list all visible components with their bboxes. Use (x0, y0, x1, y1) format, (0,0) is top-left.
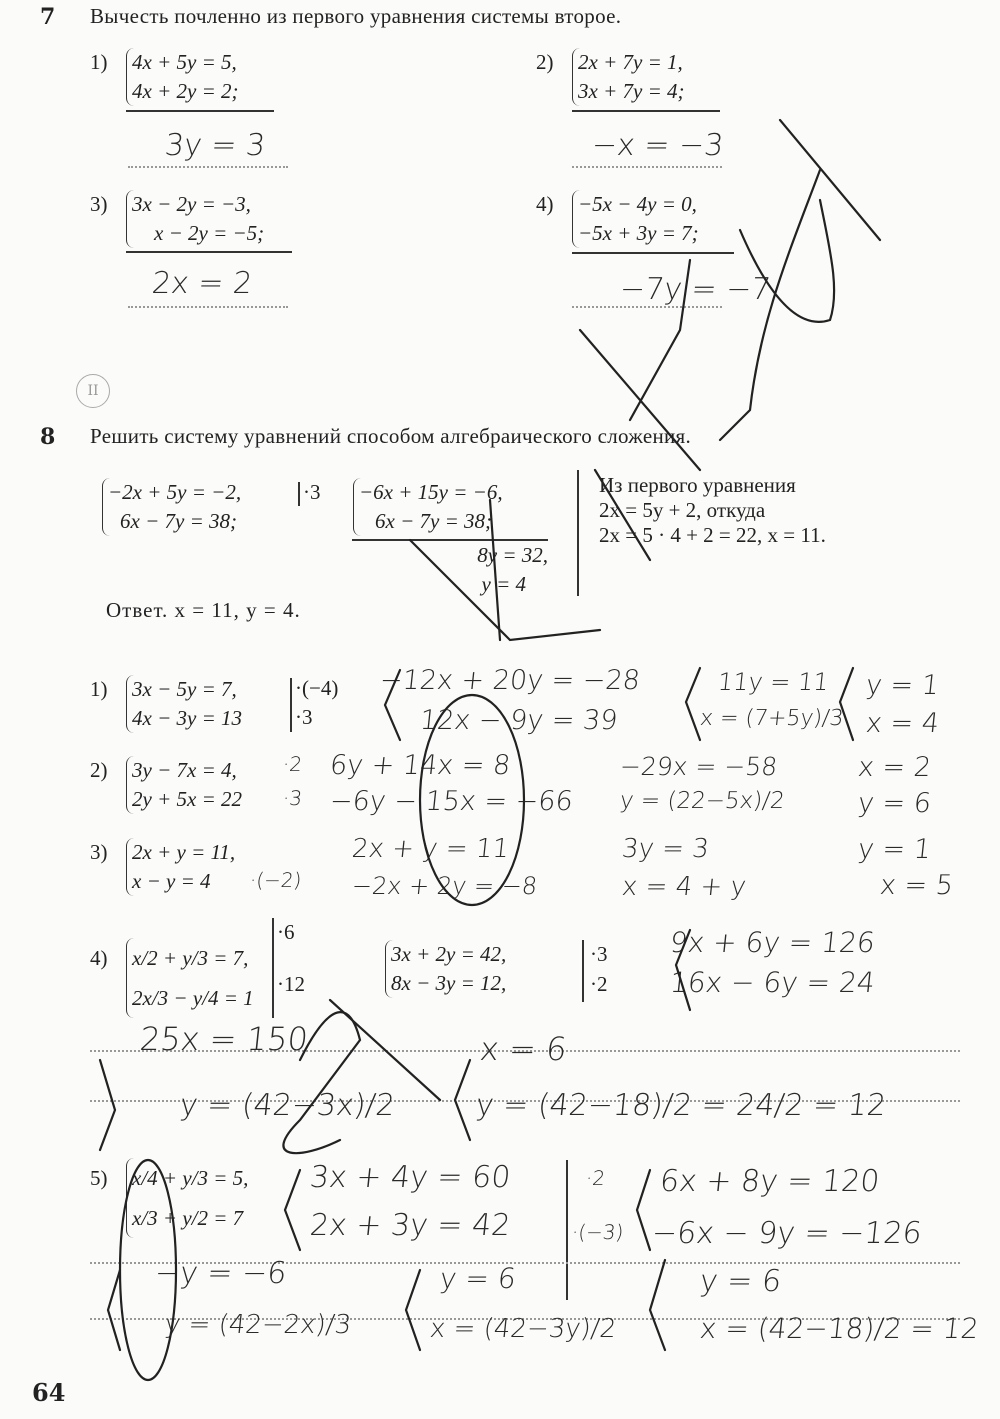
exercise-2 (90, 756, 242, 814)
task-number: 7 (40, 4, 56, 30)
equation: 2x + 7y = 1, (578, 50, 683, 74)
handwritten-mult: ·2 (584, 1166, 607, 1190)
system-3 (90, 190, 265, 248)
equation: −6x + 15y = −6, (359, 480, 503, 504)
handwritten-step: 9x + 6y = 126 (668, 926, 877, 959)
handwritten-step: 3x + 4y = 60 (308, 1160, 513, 1195)
handwritten-step: x = 4 + y (620, 872, 748, 902)
handwritten-step: x = 6 (478, 1030, 569, 1068)
example-note (599, 473, 826, 548)
equation: 3y − 7x = 4, (132, 758, 237, 782)
handwritten-step: y = 6 (698, 1264, 783, 1299)
handwritten-answer: 2x = 2 (150, 266, 254, 301)
multiplier: ·3 (295, 705, 313, 729)
handwritten-step: y = (42−3x)/2 (178, 1088, 397, 1123)
divider (126, 251, 292, 253)
item-label: 3) (90, 192, 108, 216)
handwritten-step: x = 2 (856, 752, 933, 783)
handwritten-step: y = (22−5x)/2 (618, 788, 786, 814)
handwritten-step: x = (7+5y)/3 (698, 706, 845, 731)
item-label: 1) (90, 677, 108, 701)
handwritten-step: 6x + 8y = 120 (658, 1164, 882, 1199)
handwritten-step: 12x − 9y = 39 (418, 705, 620, 736)
handwritten-mult: ·(−2) (248, 868, 303, 892)
scribble-stroke (580, 330, 700, 470)
handwritten-step: 25x = 150 (138, 1020, 310, 1058)
equation: 8y = 32, (477, 543, 548, 567)
item-label: 2) (536, 50, 554, 74)
answer-line (572, 166, 722, 168)
equation: −5x − 4y = 0, (578, 192, 697, 216)
answer-line (572, 306, 722, 308)
system-1 (90, 48, 239, 106)
answer-line (128, 306, 288, 308)
separator (577, 470, 579, 596)
example-system-1 (102, 478, 241, 536)
equation: 4x − 3y = 13 (132, 706, 242, 730)
level-badge: II (76, 374, 110, 408)
item-label: 5) (90, 1166, 108, 1190)
multiplier: ·2 (590, 972, 608, 996)
system-2 (536, 48, 685, 106)
multiplier-bar (582, 940, 584, 1002)
handwritten-step: −2x + 2y = −8 (350, 872, 539, 900)
equation: 2x + y = 11, (132, 840, 236, 864)
example-answer: Ответ. x = 11, y = 4. (106, 598, 301, 622)
handwritten-step: 6y + 14x = 8 (328, 750, 512, 781)
system-4 (536, 190, 699, 248)
equation: −2x + 5y = −2, (108, 480, 242, 504)
handwritten-step: −29x = −58 (618, 752, 779, 781)
page-number: 64 (32, 1378, 66, 1407)
multiplier-bar (298, 482, 300, 506)
item-label: 3) (90, 840, 108, 864)
handwritten-brace (108, 1270, 120, 1350)
note-line: 2x = 5 · 4 + 2 = 22, x = 11. (599, 523, 826, 547)
divider (126, 110, 274, 112)
equation: 3x − 2y = −3, (132, 192, 251, 216)
equation: 4x + 5y = 5, (132, 50, 237, 74)
equation: 2y + 5x = 22 (132, 787, 242, 811)
handwritten-mult: ·(−3) (570, 1220, 625, 1244)
multiplier: ·6 (277, 920, 295, 944)
equation: 6x − 7y = 38; (120, 509, 237, 533)
example-system-2 (353, 478, 503, 536)
equation: 6x − 7y = 38; (375, 509, 492, 533)
equation: x/4 + y/3 = 5, (132, 1166, 249, 1190)
multiplier: ·(−4) (295, 676, 339, 700)
handwritten-step: −6x − 9y = −126 (650, 1216, 924, 1251)
task-number: 8 (40, 424, 56, 450)
handwritten-step: 3y = 3 (620, 834, 711, 864)
handwritten-step: y = 1 (864, 670, 941, 701)
handwritten-answer: −7y = −7 (618, 272, 773, 307)
note-line: 2x = 5y + 2, откуда (599, 498, 766, 522)
handwritten-step: y = (42−2x)/3 (163, 1310, 353, 1340)
handwritten-step: x = 4 (864, 708, 941, 739)
multiplier-bar (290, 678, 292, 732)
handwritten-step: x = (42−3y)/2 (428, 1314, 618, 1344)
equation: −5x + 3y = 7; (578, 221, 699, 245)
equation: x − 2y = −5; (154, 221, 265, 245)
item-label: 4) (90, 946, 108, 970)
exercise-5 (90, 1158, 249, 1238)
item-label: 2) (90, 758, 108, 782)
task-title: Решить систему уравнений способом алгебраического сложения. (90, 424, 692, 448)
handwritten-brace (650, 1260, 665, 1350)
handwritten-step: y = 1 (856, 834, 933, 865)
handwritten-answer: 3y = 3 (163, 128, 267, 163)
exercise-4 (90, 938, 254, 1018)
multiplier-bar (272, 918, 274, 1018)
item-label: 1) (90, 50, 108, 74)
multiplier: ·12 (277, 972, 305, 996)
handwritten-answer: −x = −3 (590, 128, 726, 163)
handwritten-step: −6y − 15x = −66 (328, 786, 575, 817)
scribble-stroke (780, 120, 880, 240)
handwritten-step: 11y = 11 (716, 668, 831, 696)
multiplier: ·3 (303, 480, 321, 504)
divider (572, 110, 720, 112)
divider (572, 252, 734, 254)
equation: x/3 + y/2 = 7 (132, 1206, 244, 1230)
item-label: 4) (536, 192, 554, 216)
handwritten-brace (637, 1170, 650, 1250)
equation: x − y = 4 (132, 869, 211, 893)
handwritten-step: x = (42−18)/2 = 12 (698, 1312, 981, 1345)
example-sum (450, 541, 548, 599)
handwritten-step: y = 6 (856, 788, 933, 819)
handwritten-mult: ·2 (281, 752, 304, 776)
equation: 3x + 2y = 42, (391, 942, 507, 966)
handwritten-brace (406, 1270, 420, 1350)
equation: y = 4 (481, 572, 526, 596)
equation: 3x + 7y = 4; (578, 79, 685, 103)
multiplier: ·3 (590, 942, 608, 966)
equation: 8x − 3y = 12, (391, 971, 507, 995)
handwritten-step: −y = −6 (153, 1256, 289, 1291)
handwritten-step: 16x − 6y = 24 (668, 966, 877, 999)
equation: 4x + 2y = 2; (132, 79, 239, 103)
handwritten-step: 2x + y = 11 (350, 834, 511, 864)
exercise-4-step (385, 940, 506, 998)
handwritten-step: x = 5 (878, 870, 955, 901)
exercise-3 (90, 838, 236, 896)
exercise-1 (90, 675, 242, 733)
equation: 2x/3 − y/4 = 1 (132, 986, 254, 1010)
handwritten-step: y = 6 (438, 1262, 518, 1295)
handwritten-mult: ·3 (281, 786, 304, 810)
task-title: Вычесть почленно из первого уравнения системы второе. (90, 4, 622, 28)
equation: x/2 + y/3 = 7, (132, 946, 249, 970)
handwritten-step: 2x + 3y = 42 (308, 1208, 513, 1243)
equation: 3x − 5y = 7, (132, 677, 237, 701)
handwritten-step: y = (42−18)/2 = 24/2 = 12 (474, 1088, 888, 1123)
note-line: Из первого уравнения (599, 473, 796, 497)
handwritten-step: −12x + 20y = −28 (378, 665, 642, 696)
handwritten-brace (285, 1170, 300, 1250)
answer-line (128, 166, 288, 168)
multiplier-bar (566, 1160, 568, 1300)
handwritten-brace (100, 1060, 115, 1150)
